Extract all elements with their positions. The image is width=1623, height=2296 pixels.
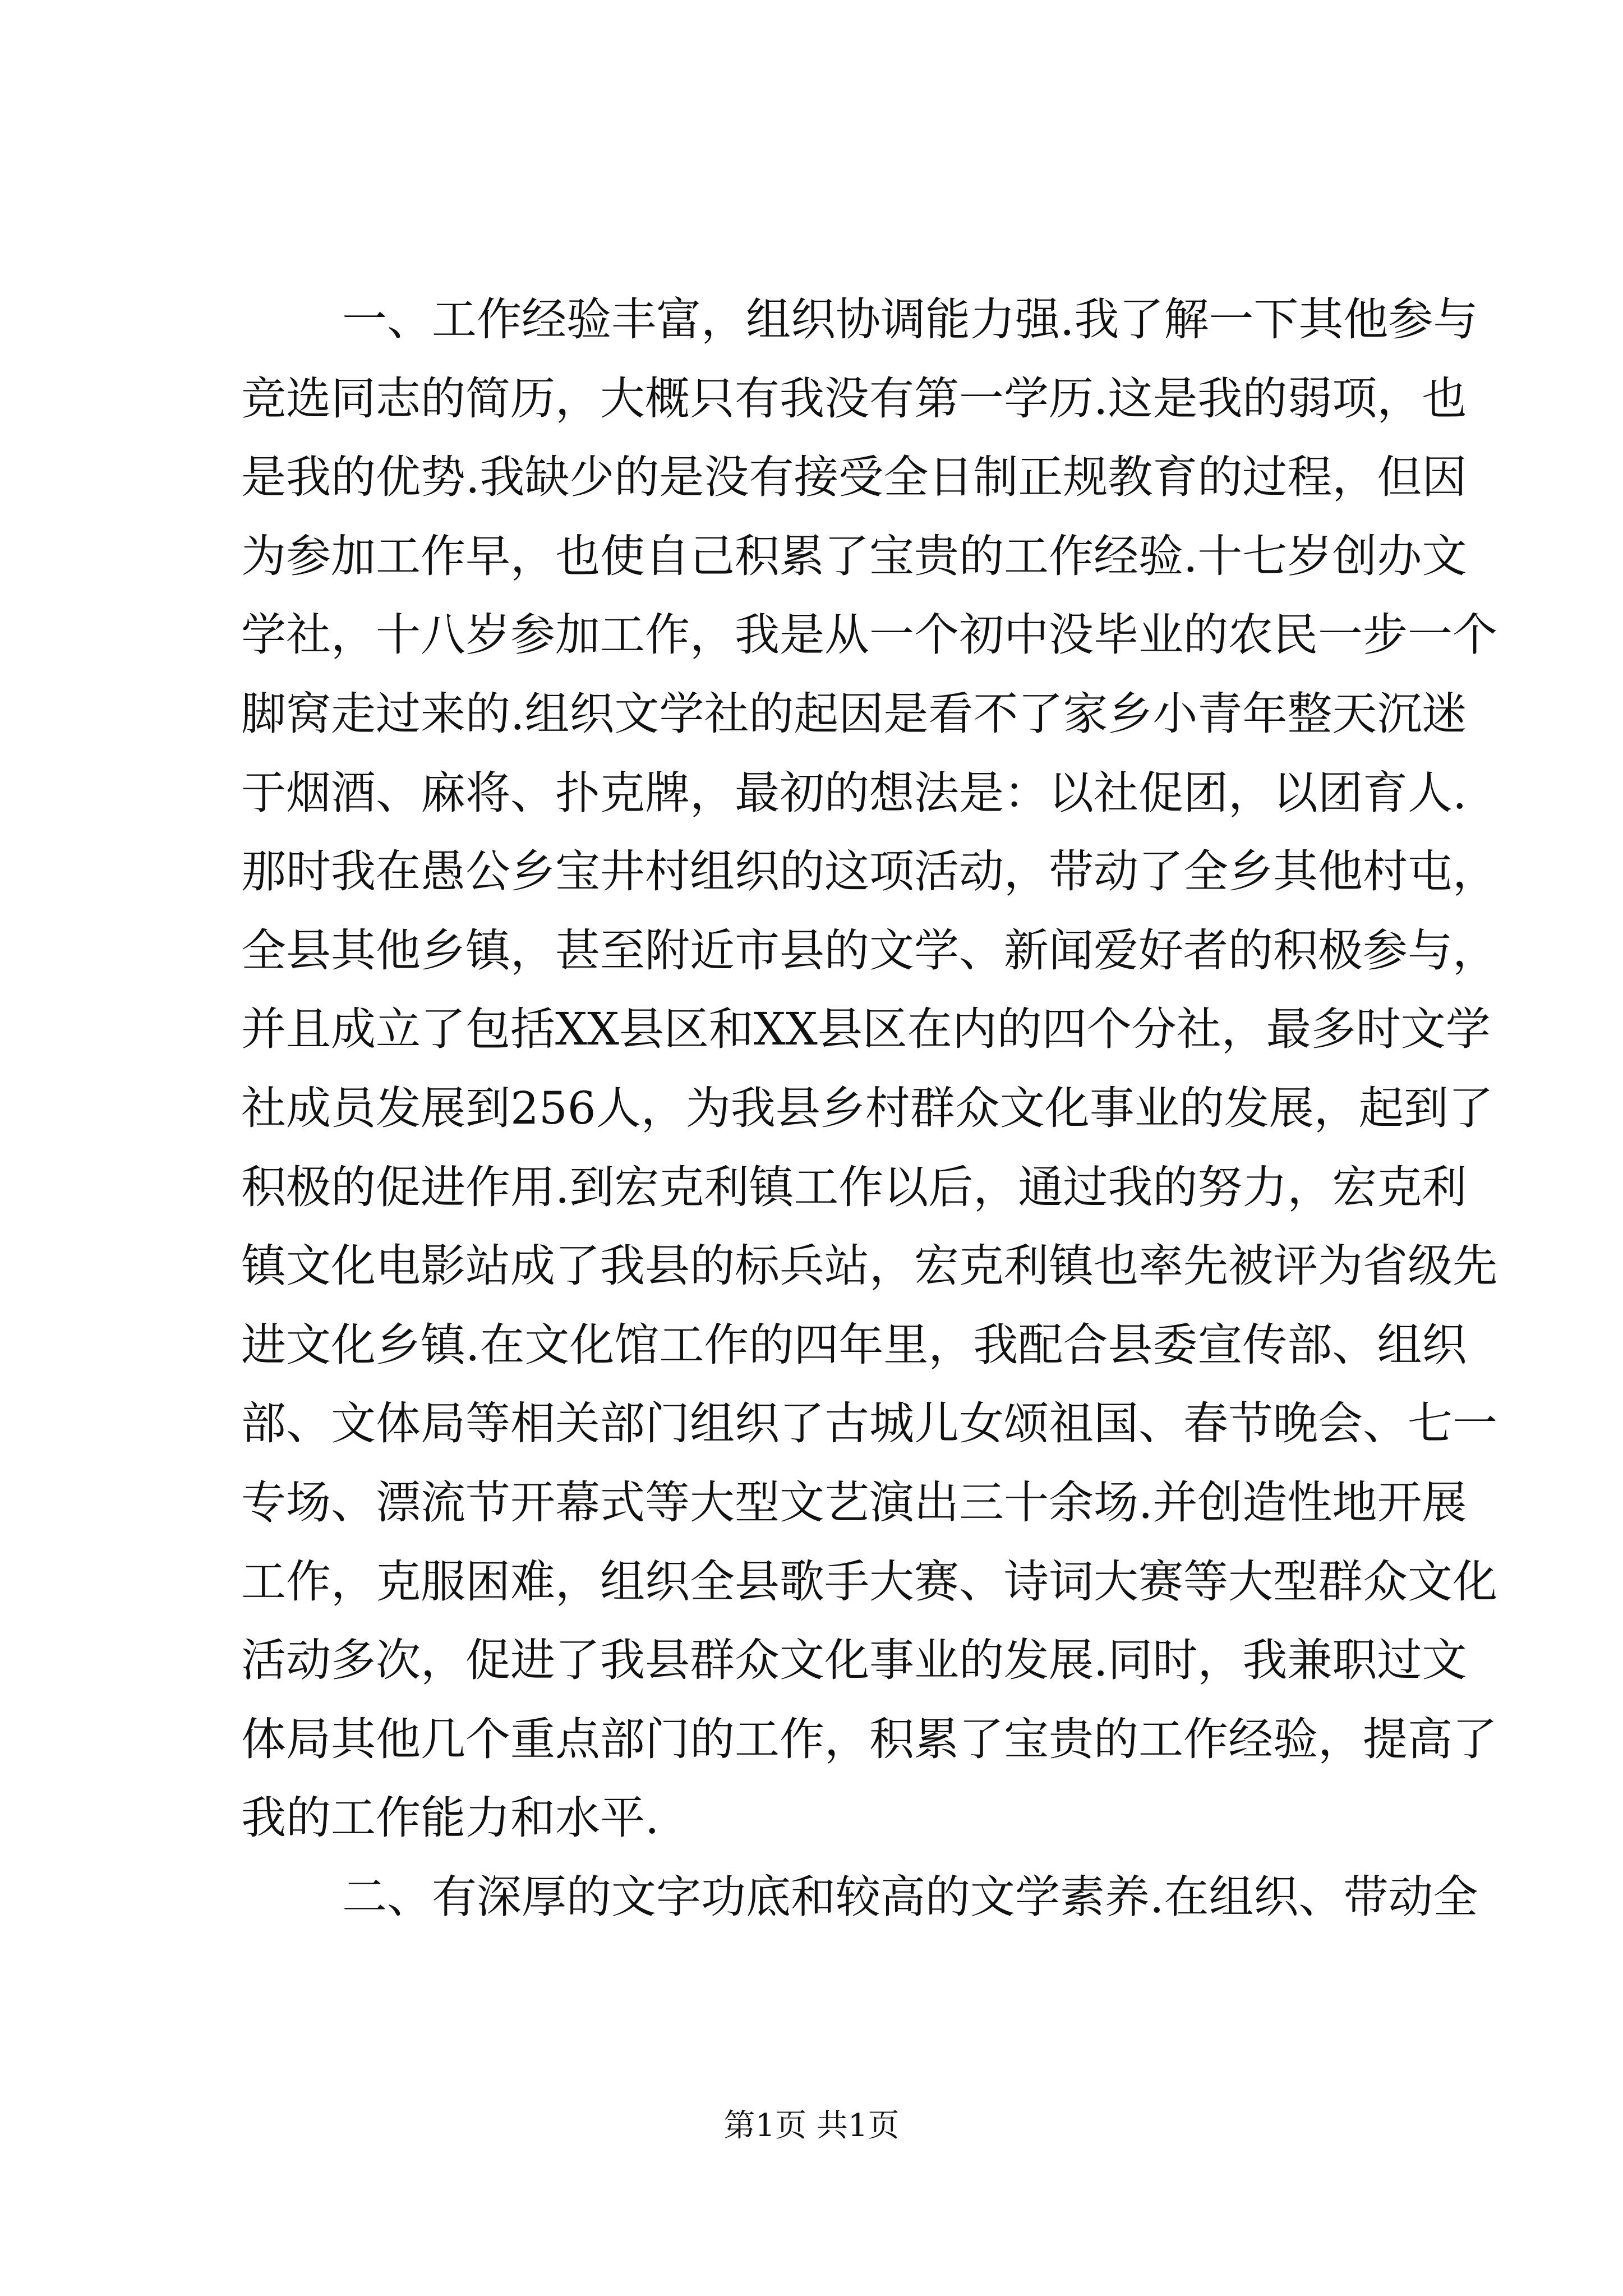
text-line: 体局其他几个重点部门的工作，积累了宝贵的工作经验，提高了 xyxy=(241,1713,1497,1765)
text-line: 二、有深厚的文字功底和较高的文学素养.在组织、带动全 xyxy=(342,1870,1478,1923)
text-line: 是我的优势.我缺少的是没有接受全日制正规教育的过程，但因 xyxy=(241,451,1467,504)
text-line: 竞选同志的简历，大概只有我没有第一学历.这是我的弱项，也 xyxy=(241,372,1467,425)
text-line: 工作，克服困难，组织全县歌手大赛、诗词大赛等大型群众文化 xyxy=(241,1555,1497,1608)
paragraph-2 xyxy=(241,1858,1478,1937)
text-line: 部、文体局等相关部门组织了古城儿女颂祖国、春节晚会、七一 xyxy=(241,1397,1497,1450)
text-line: 全县其他乡镇，甚至附近市县的文学、新闻爱好者的积极参与， xyxy=(241,924,1497,977)
text-line: 并且成立了包括XX县区和XX县区在内的四个分社，最多时文学 xyxy=(241,1003,1491,1056)
paragraph-1 xyxy=(241,280,1497,1858)
text-line: 那时我在愚公乡宝井村组织的这项活动，带动了全乡其他村屯， xyxy=(241,845,1497,898)
text-line: 脚窝走过来的.组织文学社的起因是看不了家乡小青年整天沉迷 xyxy=(241,687,1467,740)
page-footer: 第1页 共1页 xyxy=(723,2108,900,2144)
text-line: 积极的促进作用.到宏克利镇工作以后，通过我的努力，宏克利 xyxy=(241,1161,1467,1213)
text-line: 活动多次，促进了我县群众文化事业的发展.同时，我兼职过文 xyxy=(241,1634,1467,1687)
text-line: 为参加工作早，也使自己积累了宝贵的工作经验.十七岁创办文 xyxy=(241,530,1467,582)
document-body xyxy=(241,280,1497,1936)
text-line: 专场、漂流节开幕式等大型文艺演出三十余场.并创造性地开展 xyxy=(241,1476,1467,1529)
text-line: 镇文化电影站成了我县的标兵站，宏克利镇也率先被评为省级先 xyxy=(241,1240,1497,1292)
text-line: 社成员发展到256人，为我县乡村群众文化事业的发展，起到了 xyxy=(241,1082,1493,1134)
text-line: 学社，十八岁参加工作，我是从一个初中没毕业的农民一步一个 xyxy=(241,609,1497,661)
text-line: 我的工作能力和水平. xyxy=(241,1792,660,1844)
text-line: 于烟酒、麻将、扑克牌，最初的想法是：以社促团，以团育人. xyxy=(241,766,1467,819)
text-line: 进文化乡镇.在文化馆工作的四年里，我配合县委宣传部、组织 xyxy=(241,1318,1467,1371)
text-line: 一、工作经验丰富，组织协调能力强.我了解一下其他参与 xyxy=(342,293,1478,346)
